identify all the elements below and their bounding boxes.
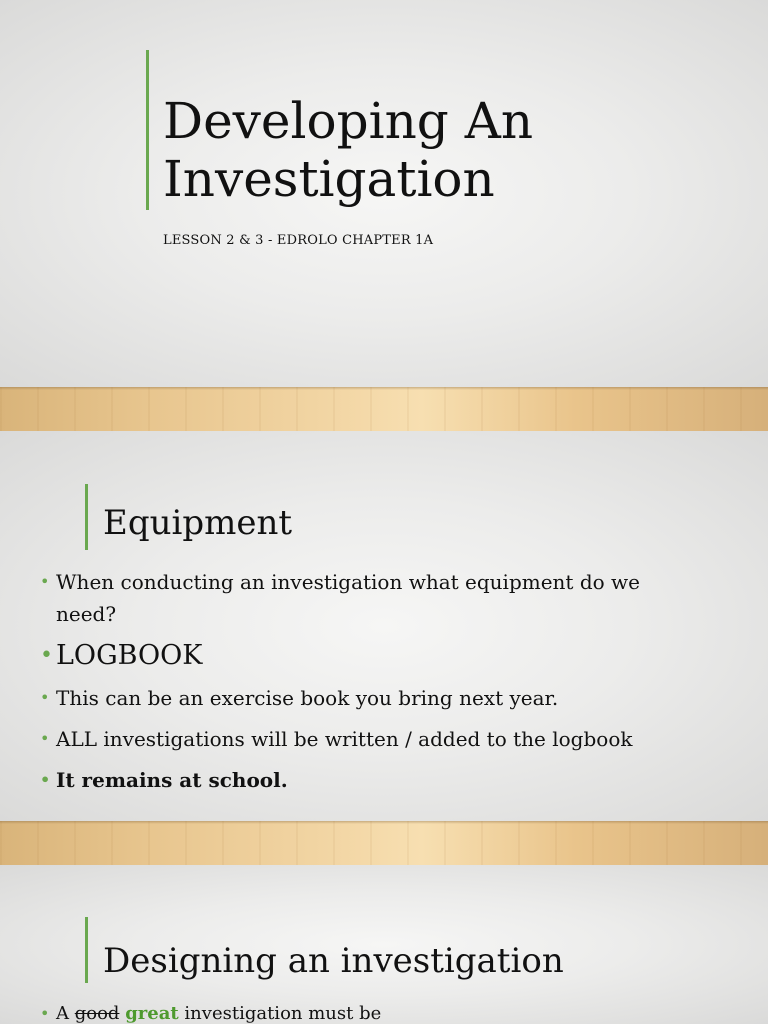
bullet-text: ALL investigations will be written / added to the logbook: [56, 727, 633, 751]
bullet-item: [40, 998, 720, 1024]
bullet-icon: •: [40, 688, 50, 707]
bullet-text: When conducting an investigation what equipment do we need?: [56, 570, 640, 626]
bullet-rest: investigation must be: [184, 1003, 382, 1024]
title-accent-bar: [146, 50, 149, 210]
bullet-text: It remains at school.: [56, 768, 288, 792]
slide-2-accent-bar: [85, 484, 88, 550]
slide-3-bullet-list: [40, 998, 720, 1024]
wood-divider-1: [0, 387, 768, 431]
presentation-subtitle: LESSON 2 & 3 - EDROLO CHAPTER 1A: [163, 233, 434, 248]
title-line-1: Developing An: [163, 92, 534, 150]
bullet-item: [40, 723, 700, 755]
wood-divider-2: [0, 821, 768, 865]
slide-3: [0, 865, 768, 1024]
slide-2-bullet-list: [40, 566, 700, 805]
bullet-icon: •: [40, 572, 50, 591]
highlighted-word: great: [125, 1003, 179, 1024]
bullet-text: LOGBOOK: [56, 640, 203, 671]
bullet-icon: •: [40, 770, 51, 789]
slide-3-accent-bar: [85, 917, 88, 983]
slide-2-title: Equipment: [103, 503, 293, 543]
struck-word: good: [74, 1003, 120, 1024]
slide-2: [0, 431, 768, 821]
bullet-item: [40, 764, 700, 796]
bullet-icon: •: [40, 1004, 50, 1023]
slide-1: [0, 0, 768, 387]
bullet-icon: •: [40, 643, 53, 668]
presentation-title: [163, 92, 533, 208]
title-line-2: Investigation: [163, 150, 495, 208]
bullet-icon: •: [40, 729, 50, 748]
bullet-item: [40, 639, 700, 673]
bullet-prefix: A: [56, 1003, 69, 1024]
bullet-item: [40, 682, 700, 714]
slide-3-title: Designing an investigation: [103, 941, 564, 981]
bullet-text: This can be an exercise book you bring next year.: [56, 686, 559, 710]
bullet-item: [40, 566, 700, 630]
